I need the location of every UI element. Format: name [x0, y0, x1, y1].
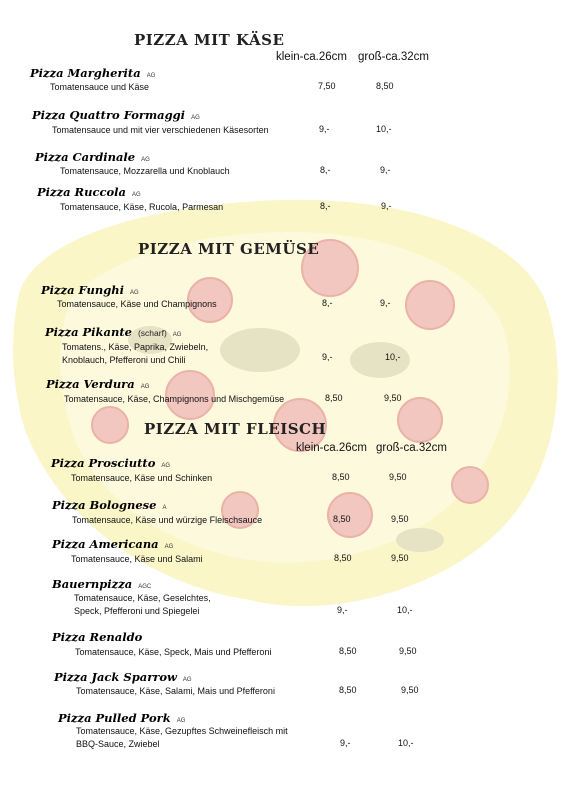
- menu-item-description: Tomatensauce, Käse, Salami, Mais und Pfefferoni: [76, 686, 275, 696]
- menu-item-name: [37, 185, 141, 199]
- menu-item-name: [52, 630, 142, 644]
- menu-item-description: BBQ-Sauce, Zwiebel: [76, 738, 160, 749]
- menu-item-description: Tomatensauce, Käse, Speck, Mais und Pfefferoni: [75, 647, 272, 657]
- price-large: 10,-: [398, 738, 414, 748]
- menu-item-description: Tomatensauce, Käse und Salami: [71, 554, 203, 564]
- menu-item-name: [58, 711, 185, 725]
- price-small: 8,50: [339, 685, 357, 695]
- menu-item-name: [41, 283, 139, 297]
- size-large-header: groß-ca.32cm: [358, 51, 429, 63]
- menu-item-description: Tomatensauce, Käse, Champignons und Mischgemüse: [64, 394, 285, 404]
- menu-item-description: Tomatensauce, Käse und Schinken: [71, 473, 213, 483]
- menu-item-description: Tomatensauce und Käse: [50, 82, 150, 92]
- price-small: 9,-: [319, 124, 330, 134]
- menu-item-description: Tomatensauce und mit vier verschiedenen Käsesorten: [52, 125, 269, 135]
- price-small: 8,-: [320, 201, 331, 211]
- price-large: 10,-: [376, 124, 392, 134]
- menu-item-title: Pizza Cardinale: [35, 150, 136, 164]
- allergen-code: AGC: [138, 584, 152, 590]
- menu-item-name: [45, 325, 181, 339]
- menu-item-title: Pizza Ruccola: [37, 185, 126, 199]
- menu-item-name: [52, 537, 173, 551]
- menu-item-name: [32, 108, 200, 122]
- menu-item-name: [46, 377, 149, 391]
- menu-item-description: Tomatensauce, Mozzarella und Knoblauch: [60, 166, 230, 176]
- section-title-cheese: PIZZA MIT KÄSE: [134, 31, 285, 49]
- allergen-code: AG: [131, 192, 141, 198]
- size-small-header: klein-ca.26cm: [276, 51, 347, 63]
- menu-item-description: Knoblauch, Pfefferoni und Chili: [62, 354, 186, 365]
- menu-item-note: (scharf): [137, 328, 167, 338]
- allergen-code: AG: [161, 463, 171, 469]
- price-large: 9,-: [381, 201, 392, 211]
- price-large: 9,-: [380, 298, 391, 308]
- price-large: 9,50: [389, 472, 407, 482]
- menu-item-description: Tomatensauce, Käse, Rucola, Parmesan: [60, 202, 224, 212]
- price-small: 9,-: [337, 605, 348, 615]
- menu-item-title: Pizza Margherita: [30, 66, 141, 80]
- size-large-header: groß-ca.32cm: [376, 442, 447, 454]
- allergen-code: AG: [176, 718, 186, 724]
- price-small: 7,50: [318, 81, 336, 91]
- menu-item-title: Pizza Verdura: [46, 377, 135, 391]
- price-large: 9,50: [401, 685, 419, 695]
- allergen-code: AG: [141, 157, 150, 163]
- menu-item-title: Pizza Funghi: [41, 283, 124, 297]
- menu-item-title: Pizza Bolognese: [52, 498, 157, 512]
- allergen-code: AG: [172, 332, 182, 338]
- menu-item-name: [51, 456, 170, 470]
- menu-item-title: Bauernpizza: [52, 577, 133, 591]
- menu-item-description: Speck, Pfefferoni und Spiegelei: [74, 605, 200, 616]
- price-large: 9,50: [391, 514, 409, 524]
- menu-item-name: [52, 498, 167, 512]
- price-small: 8,50: [334, 553, 352, 563]
- allergen-code: A: [162, 505, 167, 511]
- menu-item-description: Tomatensauce, Käse, Geselchtes,: [74, 593, 211, 603]
- price-large: 9,-: [380, 165, 391, 175]
- menu-item-description: Tomatens., Käse, Paprika, Zwiebeln,: [62, 342, 209, 352]
- size-small-header: klein-ca.26cm: [296, 442, 367, 454]
- section-title-vegetable: PIZZA MIT GEMÜSE: [138, 240, 320, 258]
- allergen-code: AG: [182, 677, 192, 683]
- allergen-code: AG: [130, 290, 139, 296]
- menu-item-name: [30, 66, 155, 80]
- price-small: 8,50: [333, 514, 351, 524]
- price-large: 10,-: [397, 605, 413, 615]
- price-large: 8,50: [376, 81, 394, 91]
- menu-item-title: Pizza Jack Sparrow: [54, 670, 177, 684]
- price-large: 9,50: [399, 646, 417, 656]
- price-large: 9,50: [391, 553, 409, 563]
- price-small: 8,-: [320, 165, 331, 175]
- menu-item-description: Tomatensauce, Käse und würzige Fleischsauce: [72, 515, 263, 525]
- price-small: 8,50: [339, 646, 357, 656]
- menu-item-title: Pizza Quattro Formaggi: [32, 108, 186, 122]
- allergen-code: AG: [140, 384, 150, 390]
- allergen-code: AG: [191, 115, 200, 121]
- price-small: 9,-: [322, 352, 333, 362]
- menu-item-name: [54, 670, 192, 684]
- menu-item-title: Pizza Pulled Pork: [58, 711, 171, 725]
- section-title-meat: PIZZA MIT FLEISCH: [144, 420, 327, 438]
- menu-item-name: [35, 150, 150, 164]
- price-small: 8,-: [322, 298, 333, 308]
- menu-item-title: Pizza Prosciutto: [51, 456, 156, 470]
- allergen-code: AG: [146, 73, 156, 79]
- allergen-code: AG: [164, 544, 174, 550]
- price-large: 10,-: [385, 352, 401, 362]
- price-small: 9,-: [340, 738, 351, 748]
- menu-item-title: Pizza Americana: [52, 537, 159, 551]
- menu-item-description: Tomatensauce, Käse, Gezupftes Schweinefleisch mit: [76, 726, 288, 736]
- menu-item-description: Tomatensauce, Käse und Champignons: [57, 299, 217, 309]
- price-small: 8,50: [332, 472, 350, 482]
- price-small: 8,50: [325, 393, 343, 403]
- menu-item-name: [52, 577, 151, 591]
- menu-item-title: Pizza Pikante: [45, 325, 132, 339]
- menu-item-title: Pizza Renaldo: [52, 630, 143, 644]
- price-large: 9,50: [384, 393, 402, 403]
